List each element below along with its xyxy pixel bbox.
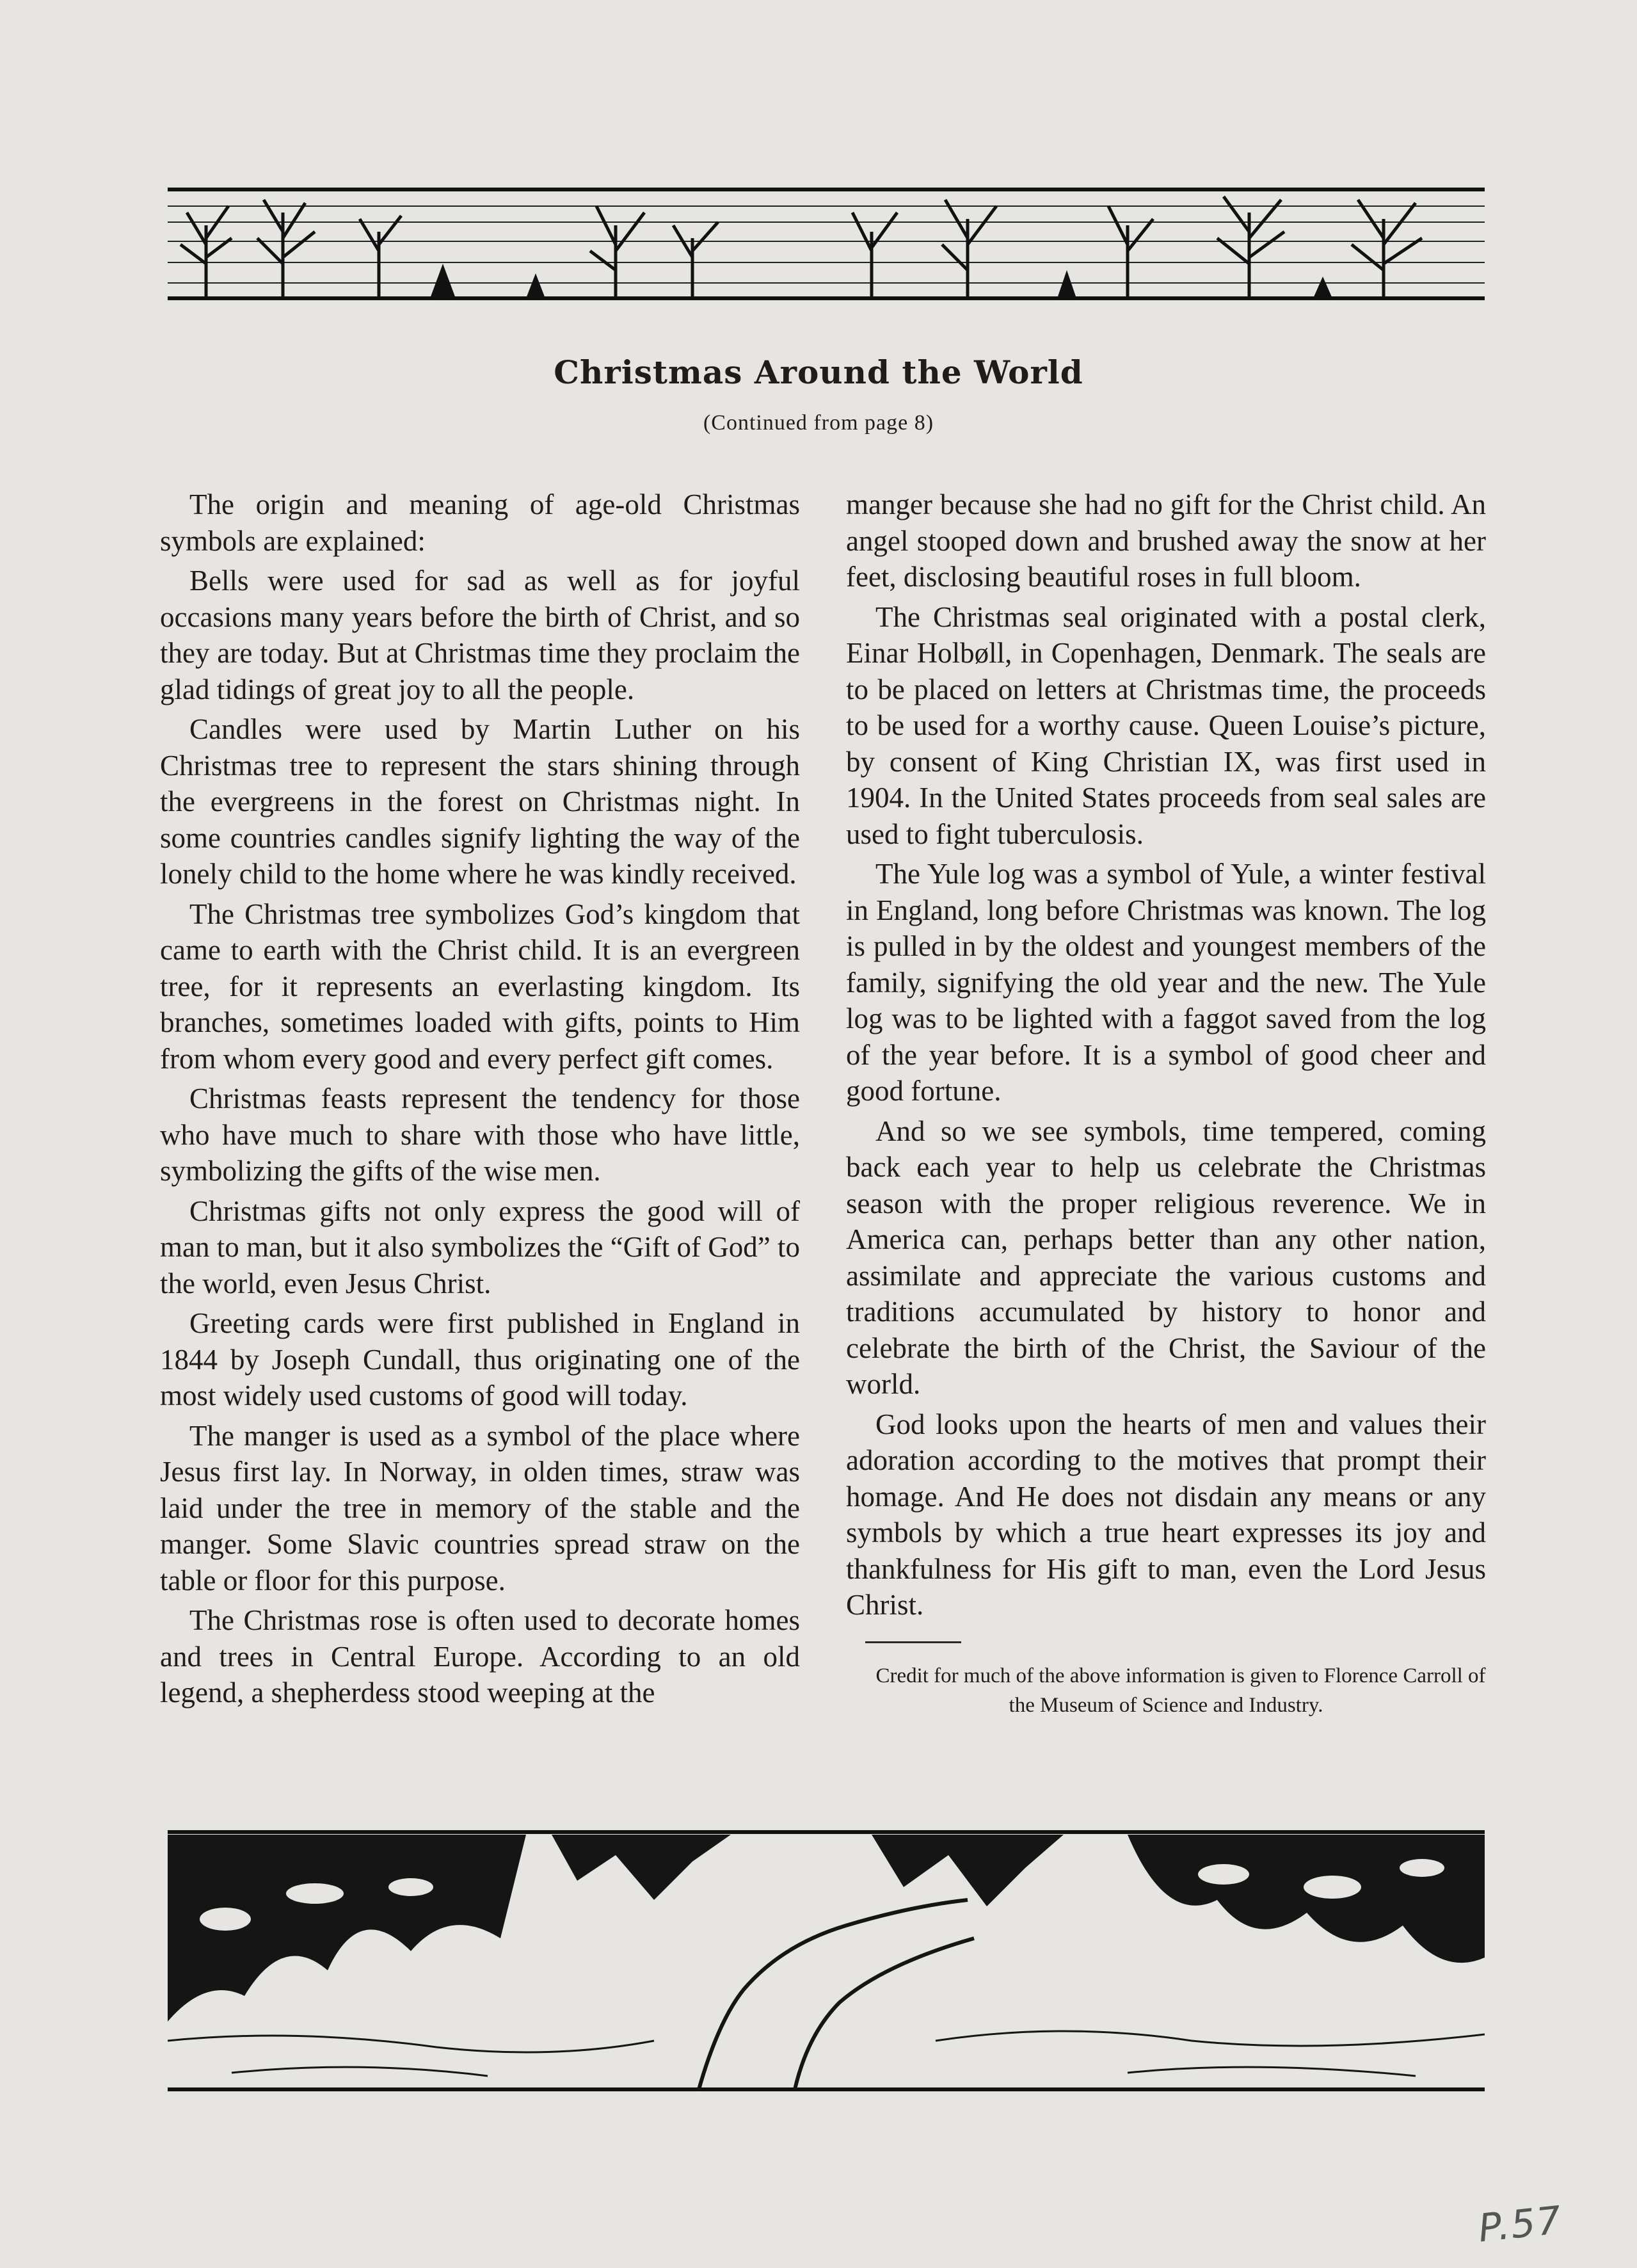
paragraph: The Yule log was a symbol of Yule, a winter festival in England, long before Christmas was known. The log is pulled in by the oldest and youngest members of the family, signifying the old year and the new. The Yule log was to be lighted with a faggot saved from the log of the year before. It is a symbol of good cheer and good fortune. <box>846 858 1486 1107</box>
snowy-landscape-illustration <box>168 1830 1485 2092</box>
left-column <box>160 487 800 1715</box>
article-title: Christmas Around the World <box>554 353 1083 391</box>
paragraph: And so we see symbols, time tempered, coming back each year to help us celebrate the Christmas season with the proper religious reverence. We in America can, perhaps better than any other nation, assimilate and appreciate the various customs and traditions accumulated by history to honor and celebrate the birth of the Christ, the Saviour of the world. <box>846 1114 1486 1400</box>
top-winter-woodcut-banner <box>168 187 1485 301</box>
article-subtitle: (Continued from page 8) <box>703 411 934 435</box>
paragraph: Christmas gifts not only express the good will of man to man, but it also symbolizes the “Gift of God” to the world, even Jesus Christ. <box>160 1194 800 1299</box>
handwritten-page-number: P.57 <box>1476 2198 1565 2251</box>
paragraph: The manger is used as a symbol of the place where Jesus first lay. In Norway, in olden times, straw was laid under the tree in memory of the stable and the manger. Some Slavic countries spread straw on the table or floor for this purpose. <box>160 1419 800 1596</box>
paragraph: The origin and meaning of age-old Christmas symbols are explained: <box>160 488 800 557</box>
paragraph: Candles were used by Martin Luther on his Christmas tree to represent the stars shining through the evergreens in the forest on Christmas night. In some countries candles signify lighting the way of the lonely child to the home where he was kindly received. <box>160 713 800 890</box>
right-column <box>846 487 1486 1724</box>
paragraph: The Christmas seal originated with a postal clerk, Einar Holbøll, in Copenhagen, Denmark. The seals are to be placed on letters at Christmas time, the proceeds to be used for a worthy cause. Queen Louise’s picture, by consent of King Christian IX, was first used in 1904. In the United States proceeds from seal sales are used to fight tuberculosis. <box>846 600 1486 850</box>
bottom-winter-woodcut-banner <box>168 1830 1485 2092</box>
paragraph: God looks upon the hearts of men and values their adoration according to the motives that prompt their homage. And He does not disdain any means or any symbols by which a true heart expresses its joy and thankfulness for His gift to man, even the Lord Jesus Christ. <box>846 1408 1486 1621</box>
paragraph: manger because she had no gift for the Christ child. An angel stooped down and brushed away the snow at her feet, disclosing beautiful roses in full bloom. <box>846 488 1486 593</box>
paragraph: The Christmas tree symbolizes God’s kingdom that came to earth with the Christ child. It is an evergreen tree, for it represents an everlasting kingdom. Its branches, sometimes loaded with gifts, points to Him from whom every good and every perfect gift comes. <box>160 897 800 1075</box>
paragraph: Bells were used for sad as well as for joyful occasions many years before the birth of Christ, and so they are today. But at Christmas time they proclaim the glad tidings of great joy to all the people. <box>160 565 800 705</box>
footnote-divider <box>865 1641 961 1643</box>
winter-trees-illustration <box>168 187 1485 301</box>
paragraph: Greeting cards were first published in England in 1844 by Joseph Cundall, thus originating one of the most widely used customs of good will today. <box>160 1307 800 1411</box>
paragraph: Christmas feasts represent the tendency for those who have much to share with those who have little, symbolizing the gifts of the wise men. <box>160 1082 800 1187</box>
paragraph: The Christmas rose is often used to decorate homes and trees in Central Europe. According to an old legend, a shepherdess stood weeping at the <box>160 1604 800 1709</box>
credit-note: Credit for much of the above information is given to Florence Carroll of the Museum of Science and Industry. <box>875 1664 1486 1717</box>
